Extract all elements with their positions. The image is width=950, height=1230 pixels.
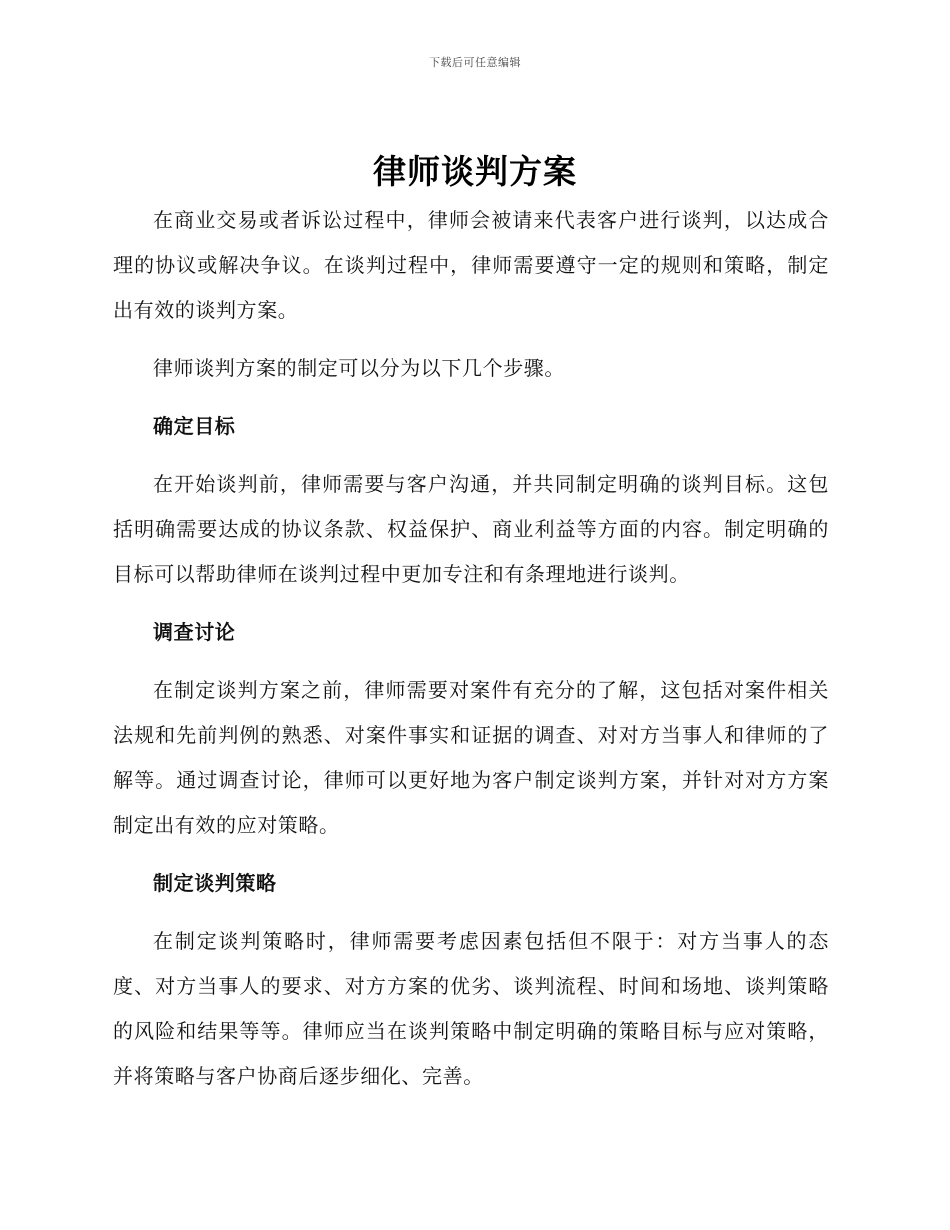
- intro-paragraph-2: 律师谈判方案的制定可以分为以下几个步骤。: [153, 356, 565, 380]
- section-heading-strategy: 制定谈判策略: [153, 871, 277, 895]
- intro-paragraph-1: 在商业交易或者诉讼过程中，律师会被请来代表客户进行谈判，以达成合理的协议或解决争议。在谈判过程中，律师需要遵守一定的规则和策略，制定出有效的谈判方案。: [113, 208, 829, 322]
- header-note: 下载后可任意编辑: [429, 56, 521, 69]
- section-heading-goals: 确定目标: [153, 414, 236, 438]
- section-body-strategy: 在制定谈判策略时，律师需要考虑因素包括但不限于：对方当事人的态度、对方当事人的要求、对方方案的优劣、谈判流程、时间和场地、谈判策略的风险和结果等等。律师应当在谈判策略中制定明确的策略目标与应对策略，并将策略与客户协商后逐步细化、完善。: [113, 929, 829, 1088]
- document-body: [113, 198, 829, 1099]
- section-body-investigation: 在制定谈判方案之前，律师需要对案件有充分的了解，这包括对案件相关法规和先前判例的熟悉、对案件事实和证据的调查、对对方当事人和律师的了解等。通过调查讨论，律师可以更好地为客户制定谈判方案，并针对对方方案制定出有效的应对策略。: [113, 678, 829, 837]
- document-title: 律师谈判方案: [373, 152, 577, 191]
- section-body-goals: 在开始谈判前，律师需要与客户沟通，并共同制定明确的谈判目标。这包括明确需要达成的协议条款、权益保护、商业利益等方面的内容。制定明确的目标可以帮助律师在谈判过程中更加专注和有条理地进行谈判。: [113, 472, 829, 586]
- section-heading-investigation: 调查讨论: [153, 620, 236, 644]
